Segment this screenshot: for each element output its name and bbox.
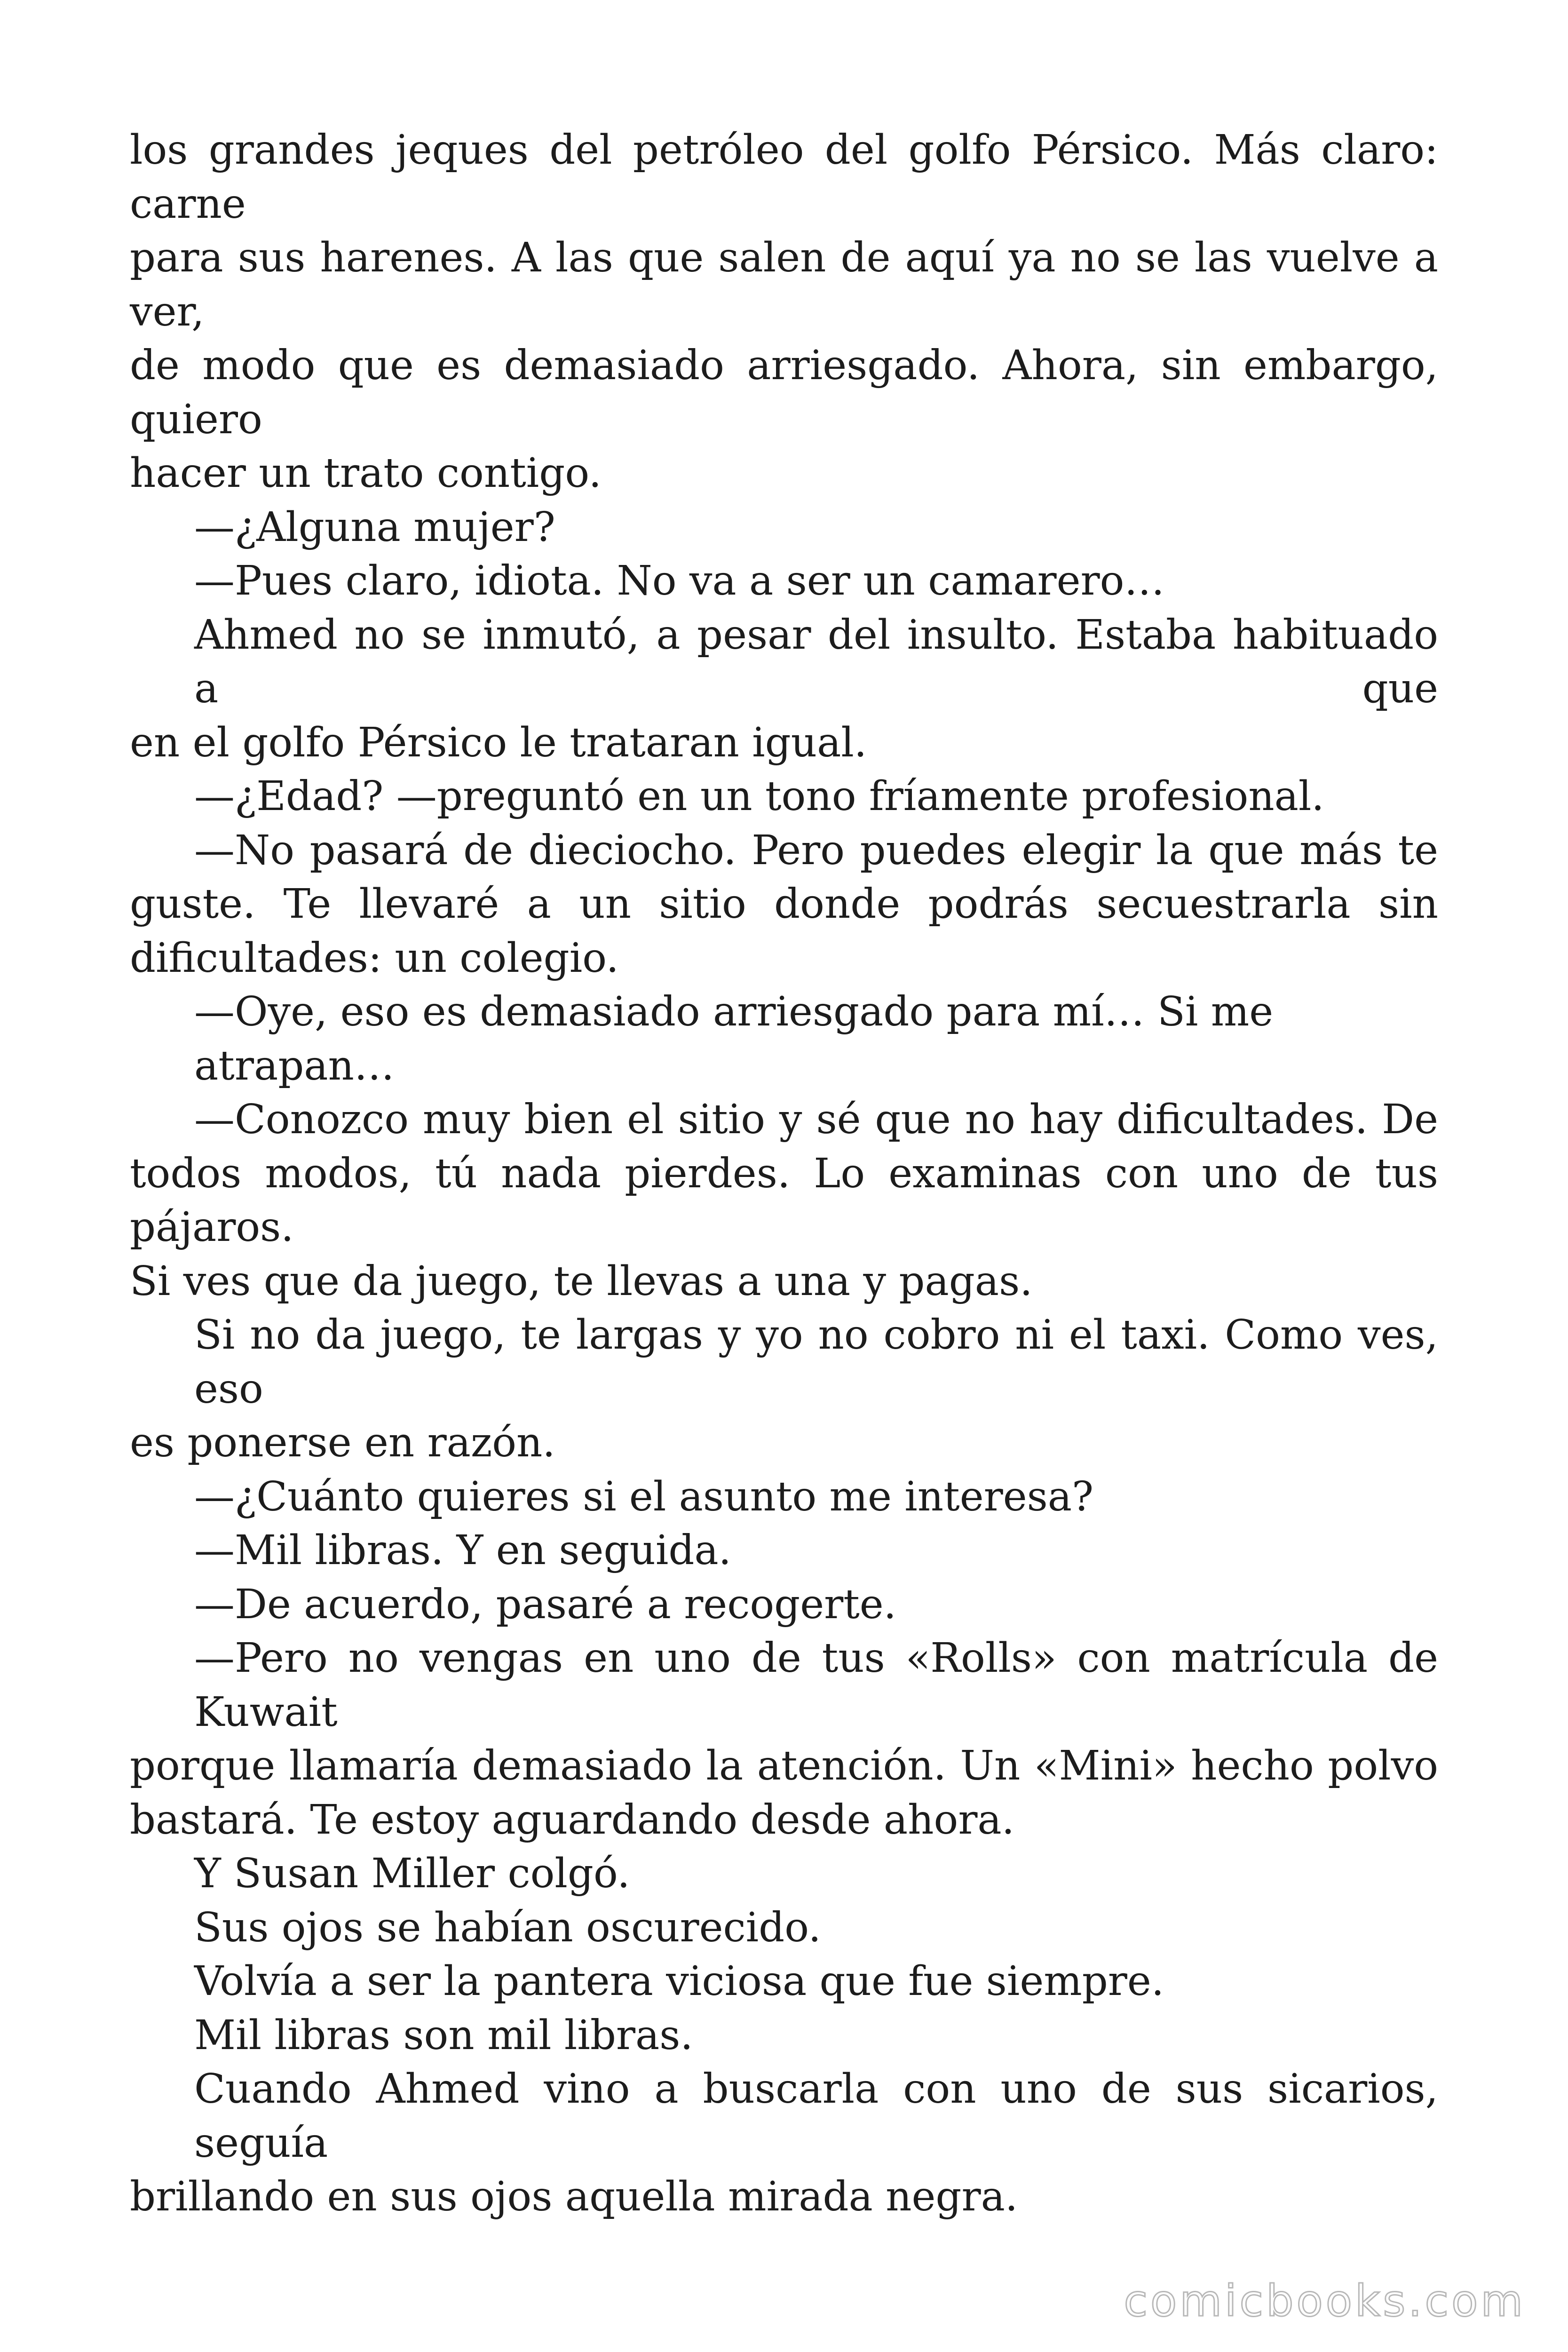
text-line: brillando en sus ojos aquella mirada negra. xyxy=(130,2173,1018,2220)
text-line: Si ves que da juego, te llevas a una y pagas. xyxy=(130,1257,1033,1305)
text-line: guste. Te llevaré a un sitio donde podrás secuestrarla sin xyxy=(130,881,1438,928)
text-line: en el golfo Pérsico le trataran igual. xyxy=(130,719,867,766)
text-line: los grandes jeques del petróleo del golfo Pérsico. Más claro: carne xyxy=(130,127,1438,228)
text-line: —¿Edad? —preguntó en un tono fríamente profesional. xyxy=(194,773,1324,820)
text-line: porque llamaría demasiado la atención. Un «Mini» hecho polvo xyxy=(130,1742,1438,1789)
text-line: bastará. Te estoy aguardando desde ahora. xyxy=(130,1796,1015,1843)
watermark: comicbooks.com xyxy=(1124,2276,1526,2326)
text-line: Sus ojos se habían oscurecido. xyxy=(194,1904,821,1951)
text-line: —De acuerdo, pasaré a recogerte. xyxy=(194,1581,896,1628)
text-line: Ahmed no se inmutó, a pesar del insulto. Estaba habituado a que xyxy=(194,611,1438,712)
text-line: de modo que es demasiado arriesgado. Ahora, sin embargo, quiero xyxy=(130,342,1438,443)
text-line: dificultades: un colegio. xyxy=(130,934,619,982)
text-line: Mil libras son mil libras. xyxy=(194,2011,693,2059)
text-line: —Pero no vengas en uno de tus «Rolls» con matrícula de Kuwait xyxy=(194,1635,1438,1736)
text-line: —Pues claro, idiota. No va a ser un camarero… xyxy=(194,557,1165,604)
text-line: Cuando Ahmed vino a buscarla con uno de sus sicarios, seguía xyxy=(194,2066,1438,2167)
text-line: todos modos, tú nada pierdes. Lo examinas con uno de tus pájaros. xyxy=(130,1150,1438,1251)
text-line: —Conozco muy bien el sitio y sé que no hay dificultades. De xyxy=(194,1096,1438,1143)
text-line: Volvía a ser la pantera viciosa que fue siempre. xyxy=(194,1958,1164,2005)
text-line: para sus harenes. A las que salen de aquí ya no se las vuelve a ver, xyxy=(130,234,1438,335)
text-line: es ponerse en razón. xyxy=(130,1419,555,1466)
text-line: —No pasará de dieciocho. Pero puedes elegir la que más te xyxy=(194,826,1438,874)
text-line: —Mil libras. Y en seguida. xyxy=(194,1527,732,1574)
body-text xyxy=(130,123,1438,2224)
text-line: Si no da juego, te largas y yo no cobro ni el taxi. Como ves, eso xyxy=(194,1311,1438,1413)
text-line: —Oye, eso es demasiado arriesgado para mí… Si me atrapan… xyxy=(194,988,1274,1089)
text-line: hacer un trato contigo. xyxy=(130,450,602,497)
text-line: Y Susan Miller colgó. xyxy=(194,1850,630,1897)
text-line: —¿Alguna mujer? xyxy=(194,503,555,551)
text-line: —¿Cuánto quieres si el asunto me interesa? xyxy=(194,1473,1094,1520)
